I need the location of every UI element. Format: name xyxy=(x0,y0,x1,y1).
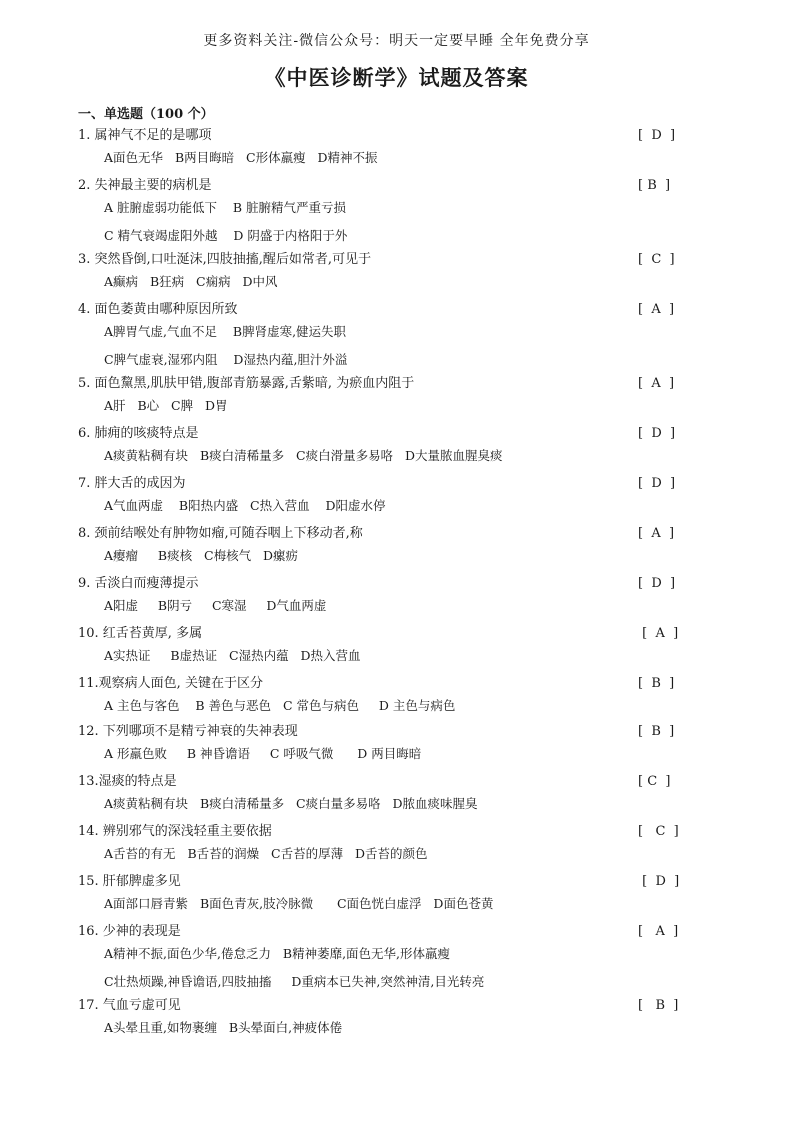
answer-options: A阳虚 B阴亏 C寒湿 D气血两虚 xyxy=(104,598,327,613)
answer-key: [ C ] xyxy=(638,252,675,267)
answer-key: [ B ] xyxy=(638,998,679,1013)
question-item xyxy=(78,474,676,516)
question-item xyxy=(78,872,680,914)
question-item xyxy=(78,772,671,814)
question-item xyxy=(78,176,671,246)
question-stem: 7. 胖大舌的成因为 xyxy=(78,476,186,491)
answer-key: [ A ] xyxy=(638,376,675,391)
answer-options: A痰黄粘稠有块 B痰白清稀量多 C痰白滑量多易咯 D大量脓血腥臭痰 xyxy=(104,448,503,463)
question-item xyxy=(78,574,676,616)
question-stem: 3. 突然昏倒,口吐涎沫,四肢抽搐,醒后如常者,可见于 xyxy=(78,252,372,267)
question-stem: 16. 少神的表现是 xyxy=(78,924,181,939)
answer-key: [ B ] xyxy=(638,724,675,739)
answer-options: A头晕且重,如物裹缠 B头晕面白,神疲体倦 xyxy=(104,1020,343,1035)
answer-options: A面部口唇青紫 B面色青灰,肢冷脉微 C面色恍白虚浮 D面色苍黄 xyxy=(104,896,494,911)
question-item xyxy=(78,674,675,716)
section-heading: 一、单选题（100 个） xyxy=(78,107,214,122)
question-item xyxy=(78,996,679,1038)
question-stem: 17. 气血亏虚可见 xyxy=(78,998,181,1013)
question-stem: 14. 辨别邪气的深浅轻重主要依据 xyxy=(78,824,272,839)
question-stem: 12. 下列哪项不是精亏神衰的失神表现 xyxy=(78,724,298,739)
answer-options: A瘿瘤 B痰核 C梅核气 D瘰疬 xyxy=(104,548,299,563)
answer-key: [ C ] xyxy=(638,774,671,789)
question-stem: 1. 属神气不足的是哪项 xyxy=(78,128,212,143)
answer-options: A实热证 B虚热证 C湿热内蕴 D热入营血 xyxy=(104,648,361,663)
answer-options: A痰黄粘稠有块 B痰白清稀量多 C痰白量多易咯 D脓血痰味腥臭 xyxy=(104,796,478,811)
question-stem: 10. 红舌苔黄厚, 多属 xyxy=(78,626,203,641)
question-item xyxy=(78,126,676,168)
question-item xyxy=(78,722,675,764)
document-title: 《中医诊断学》试题及答案 xyxy=(264,65,529,90)
question-stem: 8. 颈前结喉处有肿物如瘤,可随吞咽上下移动者,称 xyxy=(78,526,363,541)
answer-key: [ A ] xyxy=(638,526,675,541)
answer-options: C壮热烦躁,神昏谵语,四肢抽搐 D重病本已失神,突然神清,目光转亮 xyxy=(104,974,485,989)
question-stem: 5. 面色黧黑,肌肤甲错,腹部青筋暴露,舌紫暗, 为瘀血内阻于 xyxy=(78,376,415,391)
answer-options: C 精气衰竭虚阳外越 D 阴盛于内格阳于外 xyxy=(104,228,348,243)
answer-options: A脾胃气虚,气血不足 B脾肾虚寒,健运失职 xyxy=(104,324,347,339)
answer-key: [ A ] xyxy=(638,626,679,641)
answer-options: A 主色与客色 B 善色与恶色 C 常色与病色 D 主色与病色 xyxy=(104,698,456,713)
question-item xyxy=(78,374,675,416)
question-item xyxy=(78,624,679,666)
answer-key: [ D ] xyxy=(638,874,680,889)
answer-key: [ B ] xyxy=(638,178,671,193)
answer-options: A肝 B心 C脾 D胃 xyxy=(104,398,228,413)
question-stem: 4. 面色萎黄由哪种原因所致 xyxy=(78,302,238,317)
question-item xyxy=(78,250,675,292)
answer-key: [ C ] xyxy=(638,824,679,839)
question-item xyxy=(78,524,675,566)
answer-options: A 形羸色败 B 神昏谵语 C 呼吸气微 D 两目晦暗 xyxy=(104,746,422,761)
answer-key: [ D ] xyxy=(638,426,676,441)
question-item xyxy=(78,300,675,370)
question-stem: 2. 失神最主要的病机是 xyxy=(78,178,212,193)
answer-options: A 脏腑虚弱功能低下 B 脏腑精气严重亏损 xyxy=(104,200,347,215)
answer-options: A舌苔的有无 B舌苔的润燥 C舌苔的厚薄 D舌苔的颜色 xyxy=(104,846,428,861)
answer-key: [ D ] xyxy=(638,476,676,491)
answer-options: A癫病 B狂病 C痫病 D中风 xyxy=(104,274,278,289)
page-header: 更多资料关注-微信公众号：明天一定要早睡 全年免费分享 xyxy=(203,33,590,49)
answer-key: [ D ] xyxy=(638,576,676,591)
question-stem: 11.观察病人面色, 关键在于区分 xyxy=(78,676,263,691)
answer-options: C脾气虚衰,湿邪内阻 D湿热内蕴,胆汁外溢 xyxy=(104,352,348,367)
answer-options: A气血两虚 B阳热内盛 C热入营血 D阳虚水停 xyxy=(104,498,386,513)
answer-key: [ D ] xyxy=(638,128,676,143)
question-stem: 9. 舌淡白而瘦薄提示 xyxy=(78,576,199,591)
question-stem: 6. 肺痈的咳痰特点是 xyxy=(78,426,199,441)
question-item xyxy=(78,424,676,466)
answer-key: [ B ] xyxy=(638,676,675,691)
answer-key: [ A ] xyxy=(638,924,679,939)
answer-key: [ A ] xyxy=(638,302,675,317)
answer-options: A精神不振,面色少华,倦怠乏力 B精神萎靡,面色无华,形体羸瘦 xyxy=(104,946,451,961)
question-stem: 13.湿痰的特点是 xyxy=(78,774,177,789)
answer-options: A面色无华 B两目晦暗 C形体羸瘦 D精神不振 xyxy=(104,150,378,165)
question-stem: 15. 肝郁脾虚多见 xyxy=(78,874,181,889)
question-item xyxy=(78,922,679,992)
question-item xyxy=(78,822,679,864)
